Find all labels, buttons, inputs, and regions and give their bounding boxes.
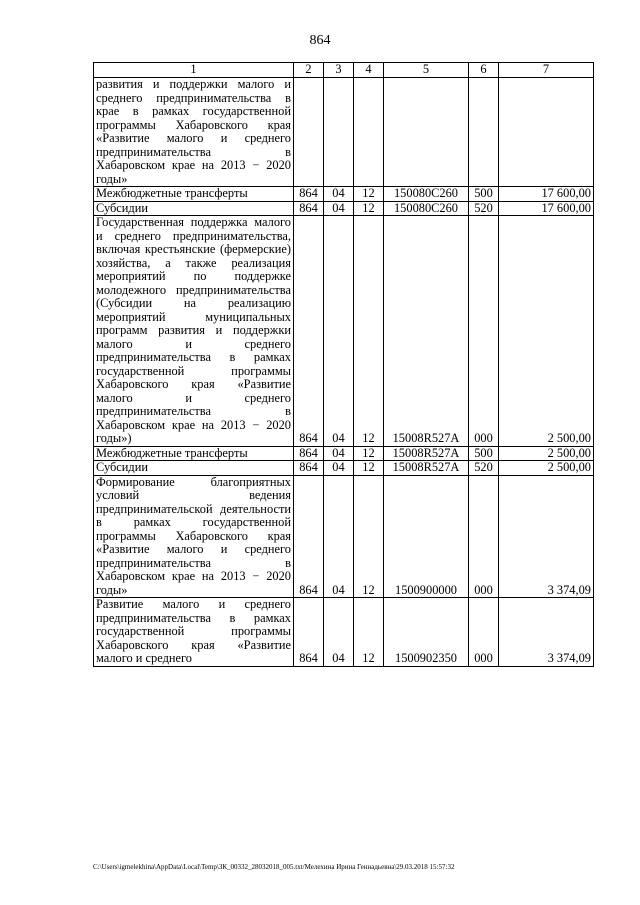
target-article-cell: 1500902350 bbox=[384, 598, 469, 667]
expense-type-cell: 520 bbox=[469, 201, 499, 216]
table-row bbox=[94, 201, 594, 216]
header-col-1: 1 bbox=[94, 63, 294, 78]
amount-cell: 2 500,00 bbox=[499, 446, 594, 461]
table-row bbox=[94, 446, 594, 461]
row-name-cell: Межбюджетные трансферты bbox=[94, 446, 294, 461]
budget-table bbox=[93, 62, 594, 667]
glava-cell: 864 bbox=[294, 446, 324, 461]
header-col-3: 3 bbox=[324, 63, 354, 78]
podrazdel-cell: 12 bbox=[354, 187, 384, 202]
razdel-cell: 04 bbox=[324, 201, 354, 216]
glava-cell bbox=[294, 78, 324, 187]
razdel-cell: 04 bbox=[324, 216, 354, 447]
amount-cell: 3 374,09 bbox=[499, 598, 594, 667]
target-article-cell: 15008R527A bbox=[384, 461, 469, 476]
target-article-cell: 150080С260 bbox=[384, 201, 469, 216]
glava-cell: 864 bbox=[294, 475, 324, 598]
header-col-6: 6 bbox=[469, 63, 499, 78]
razdel-cell: 04 bbox=[324, 475, 354, 598]
target-article-cell: 1500900000 bbox=[384, 475, 469, 598]
header-col-5: 5 bbox=[384, 63, 469, 78]
amount-cell bbox=[499, 78, 594, 187]
expense-type-cell: 500 bbox=[469, 187, 499, 202]
table-row bbox=[94, 216, 594, 447]
expense-type-cell: 000 bbox=[469, 216, 499, 447]
header-row bbox=[94, 63, 594, 78]
podrazdel-cell: 12 bbox=[354, 201, 384, 216]
target-article-cell: 150080С260 bbox=[384, 187, 469, 202]
glava-cell: 864 bbox=[294, 461, 324, 476]
razdel-cell: 04 bbox=[324, 446, 354, 461]
row-name-cell: Государственная поддержка малого и среднего предпринимательства, включая крестьянские (фермерские) хозяйства, а также реализация мероприятий по поддержке молодежного предпринимательства (Субсидии на реализацию мероприятий муниципальных программ развития и поддержки малого и среднего предпринимательства в рамках государственной программы Хабаровского края «Развитие малого и среднего предпринимательства в Хабаровском крае на 2013 − 2020 годы») bbox=[94, 216, 294, 447]
glava-cell: 864 bbox=[294, 201, 324, 216]
table-row bbox=[94, 78, 594, 187]
target-article-cell: 15008R527A bbox=[384, 216, 469, 447]
row-name-cell: Межбюджетные трансферты bbox=[94, 187, 294, 202]
razdel-cell: 04 bbox=[324, 598, 354, 667]
target-article-cell: 15008R527A bbox=[384, 446, 469, 461]
header-col-7: 7 bbox=[499, 63, 594, 78]
podrazdel-cell: 12 bbox=[354, 461, 384, 476]
expense-type-cell bbox=[469, 78, 499, 187]
table-row bbox=[94, 461, 594, 476]
target-article-cell bbox=[384, 78, 469, 187]
row-name-cell: Развитие малого и среднего предпринимательства в рамках государственной программы Хабаровского края «Развитие малого и среднего bbox=[94, 598, 294, 667]
glava-cell: 864 bbox=[294, 598, 324, 667]
table-row bbox=[94, 475, 594, 598]
glava-cell: 864 bbox=[294, 187, 324, 202]
amount-cell: 17 600,00 bbox=[499, 201, 594, 216]
expense-type-cell: 000 bbox=[469, 598, 499, 667]
row-name-cell: Формирование благоприятных условий ведения предпринимательской деятельности в рамках государственной программы Хабаровского края «Развитие малого и среднего предпринимательства в Хабаровском крае на 2013 − 2020 годы» bbox=[94, 475, 294, 598]
podrazdel-cell: 12 bbox=[354, 446, 384, 461]
table-row bbox=[94, 187, 594, 202]
footer-file-path: C:\Users\igmelekhina\AppData\Local\Temp\ЗК_00332_28032018_005.txt/Мелехина Ирина Геннадьевна\29.03.2018 15:57:32 bbox=[93, 863, 455, 871]
header-col-4: 4 bbox=[354, 63, 384, 78]
row-name-cell: Субсидии bbox=[94, 461, 294, 476]
razdel-cell bbox=[324, 78, 354, 187]
page-number: 864 bbox=[309, 33, 331, 48]
podrazdel-cell: 12 bbox=[354, 216, 384, 447]
podrazdel-cell: 12 bbox=[354, 598, 384, 667]
razdel-cell: 04 bbox=[324, 187, 354, 202]
row-name-cell: развития и поддержки малого и среднего предпринимательства в крае в рамках государственной программы Хабаровского края «Развитие малого и среднего предпринимательства в Хабаровском крае на 2013 − 2020 годы» bbox=[94, 78, 294, 187]
amount-cell: 17 600,00 bbox=[499, 187, 594, 202]
glava-cell: 864 bbox=[294, 216, 324, 447]
podrazdel-cell: 12 bbox=[354, 475, 384, 598]
razdel-cell: 04 bbox=[324, 461, 354, 476]
row-name-cell: Субсидии bbox=[94, 201, 294, 216]
podrazdel-cell bbox=[354, 78, 384, 187]
amount-cell: 3 374,09 bbox=[499, 475, 594, 598]
table-row bbox=[94, 598, 594, 667]
amount-cell: 2 500,00 bbox=[499, 461, 594, 476]
expense-type-cell: 000 bbox=[469, 475, 499, 598]
expense-type-cell: 500 bbox=[469, 446, 499, 461]
header-col-2: 2 bbox=[294, 63, 324, 78]
amount-cell: 2 500,00 bbox=[499, 216, 594, 447]
expense-type-cell: 520 bbox=[469, 461, 499, 476]
